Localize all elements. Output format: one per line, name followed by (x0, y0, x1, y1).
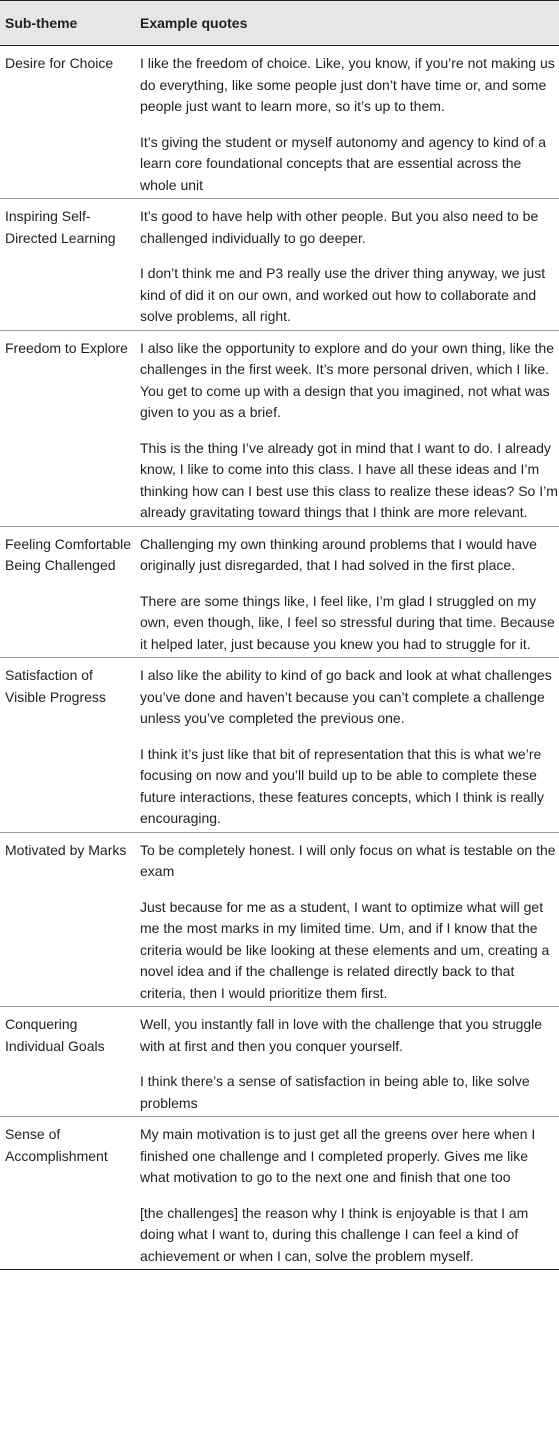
quotes-cell (140, 658, 559, 833)
quote: It’s giving the student or myself autonomy and agency to kind of a learn core foundational concepts that are essential across the whole unit (140, 133, 546, 193)
header-row (0, 1, 559, 46)
table-body (0, 46, 559, 1270)
quotes-cell (140, 330, 559, 526)
quotes-cell (140, 46, 559, 199)
sub-theme-cell: Motivated by Marks (5, 841, 127, 858)
quotes-cell (140, 1007, 559, 1117)
sub-theme-cell: Inspiring Self-Directed Learning (5, 208, 116, 246)
table-row (0, 199, 559, 331)
quotes-cell (140, 1117, 559, 1270)
header-sub-theme: Sub-theme (5, 15, 78, 31)
quote: Just because for me as a student, I want to optimize what will get me the most marks in my limited time. Um, and if I know that the criteria would be like looking at these elements and um, creating a novel idea and if the challenge is related directly back to that criteria, then I would prioritize them first. (140, 898, 550, 1001)
quote: I also like the ability to kind of go back and look at what challenges you’ve done and haven’t because you can’t complete a challenge unless you’ve completed the previous one. (140, 667, 552, 726)
table-row (0, 1007, 559, 1117)
table-row (0, 832, 559, 1007)
quote: I also like the opportunity to explore and do your own thing, like the challenges in the first week. It’s more personal driven, which I like. You get to come up with a design that you imagined, not what was given to you as a brief. (140, 339, 555, 420)
table-row (0, 526, 559, 658)
sub-theme-cell: Feeling Comfortable Being Challenged (5, 535, 132, 573)
header-example-quotes: Example quotes (140, 15, 248, 31)
quote: This is the thing I’ve already got in mind that I want to do. I already know, I like to come into this class. I have all these ideas and I’m thinking how can I best use this class to realize these ideas? So I’m already gravitating toward things that I think are more relevant. (140, 439, 558, 520)
sub-theme-cell: Conquering Individual Goals (5, 1016, 105, 1054)
quote: I think it’s just like that bit of representation that this is what we’re focusing on now and you’ll build up to be able to complete these future interactions, these features concepts, which I think is really encouraging. (140, 745, 544, 826)
quote: Challenging my own thinking around problems that I would have originally just disregarded, that I had solved in the first place. (140, 535, 537, 573)
quotes-cell (140, 199, 559, 331)
quote: My main motivation is to just get all the greens over here when I finished one challenge and I completed properly. Gives me like what motivation to go to the next one and finish that one too (140, 1126, 536, 1185)
sub-theme-cell: Desire for Choice (5, 55, 114, 71)
quotes-cell (140, 526, 559, 658)
quote: I think there’s a sense of satisfaction in being able to, like solve problems (140, 1073, 530, 1111)
table-row (0, 658, 559, 833)
quote: To be completely honest. I will only focus on what is testable on the exam (140, 841, 556, 879)
sub-theme-cell: Sense of Accomplishment (5, 1126, 108, 1164)
table-header (0, 1, 559, 46)
table-row (0, 46, 559, 199)
table-row (0, 330, 559, 526)
quote: [the challenges] the reason why I think is enjoyable is that I am doing what I want to, during this challenge I can feel a kind of achievement or when I can, solve the problem myself. (140, 1204, 529, 1264)
quote: I don’t think me and P3 really use the driver thing anyway, we just kind of did it on our own, and worked out how to collaborate and solve problems, all right. (140, 265, 546, 324)
quotes-cell (140, 832, 559, 1007)
sub-theme-cell: Satisfaction of Visible Progress (5, 667, 106, 705)
quote: There are some things like, I feel like, I’m glad I struggled on my own, even though, like, I feel so stressful during that time. Because it helped later, just because you knew you had to struggle for it. (140, 592, 555, 652)
table-row (0, 1117, 559, 1270)
quote: It’s good to have help with other people. But you also need to be challenged individually to go deeper. (140, 208, 539, 246)
quote: I like the freedom of choice. Like, you know, if you’re not making us do everything, like some people just don’t have time or, and some people just want to learn more, so it’s up to them. (140, 55, 555, 114)
quote: Well, you instantly fall in love with the challenge that you struggle with at first and then you conquer yourself. (140, 1016, 543, 1054)
sub-theme-cell: Freedom to Explore (5, 339, 128, 356)
